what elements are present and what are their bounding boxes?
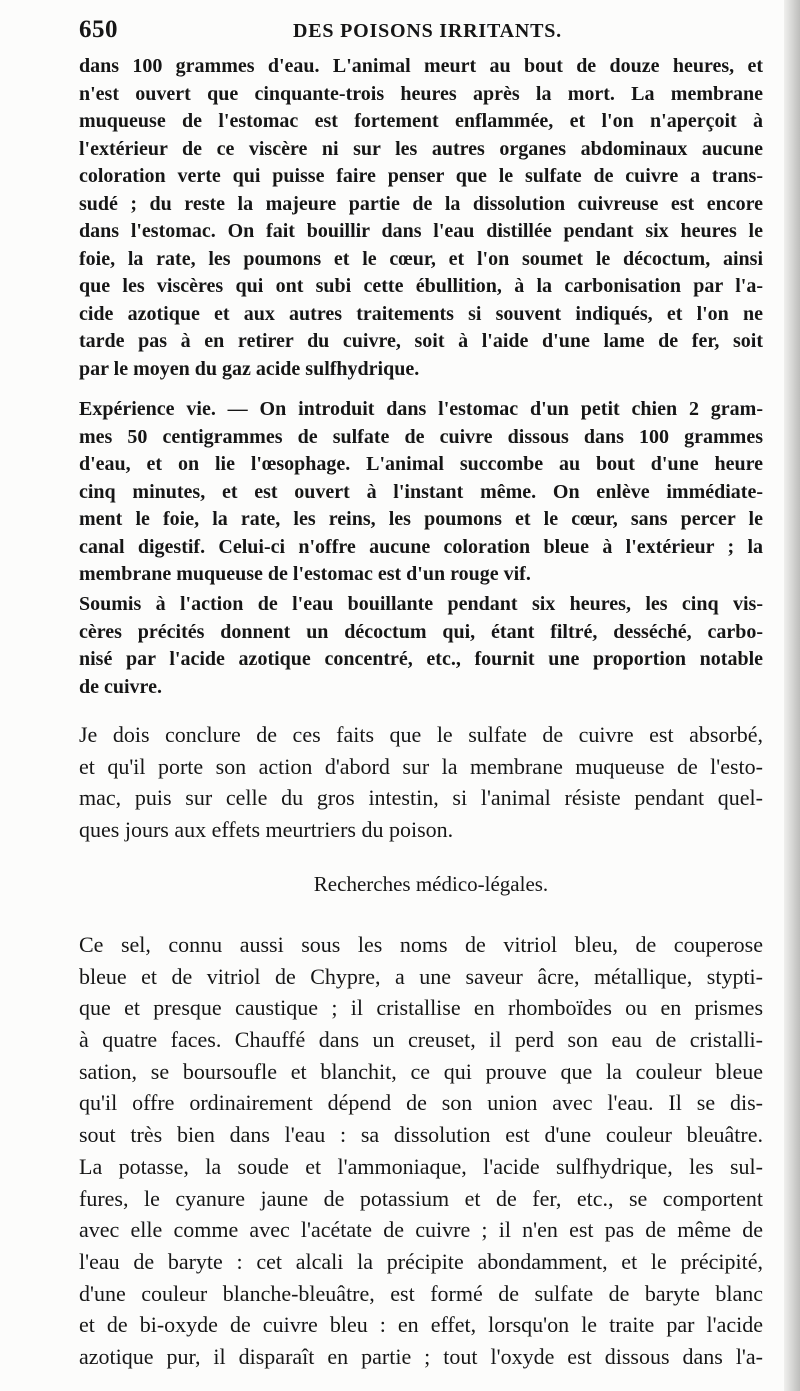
- text-line: n'est ouvert que cinquante-trois heures après la mort. La membrane: [79, 82, 763, 105]
- text-line: azotique pur, il disparaît en partie ; tout l'oxyde est dissous dans l'a-: [79, 1343, 763, 1369]
- text-line: l'eau de baryte : cet alcali la précipite abondamment, et le précipité,: [79, 1248, 763, 1274]
- text-line: l'extérieur de ce viscère ni sur les autres organes abdominaux aucune: [79, 137, 763, 160]
- text-line: membrane muqueuse de l'estomac est d'un rouge vif.: [79, 563, 531, 585]
- text-line: sout très bien dans l'eau : sa dissolution est d'une couleur bleuâtre.: [79, 1122, 763, 1148]
- text-line: ment le foie, la rate, les reins, les poumons et le cœur, sans percer le: [79, 508, 763, 530]
- page-header: [79, 14, 763, 48]
- text-line: Expérience vie. — On introduit dans l'estomac d'un petit chien 2 gram-: [79, 398, 763, 420]
- text-line: sation, se boursoufle et blanchit, ce qui prouve que la couleur bleue: [79, 1058, 763, 1084]
- text-line: foie, la rate, les poumons et le cœur, et l'on soumet le décoctum, ainsi: [79, 247, 763, 270]
- text-line: que et presque caustique ; il cristallise en rhomboïdes ou en prismes: [79, 995, 763, 1021]
- text-line: mac, puis sur celle du gros intestin, si l'animal résiste pendant quel-: [79, 785, 763, 810]
- text-line: et qu'il porte son action d'abord sur la membrane muqueuse de l'esto-: [79, 753, 763, 779]
- text-line: mes 50 centigrammes de sulfate de cuivre dissous dans 100 grammes: [79, 425, 763, 448]
- paragraph-5: [79, 929, 763, 1373]
- text-line: cide azotique et aux autres traitements si souvent indiqués, et l'on ne: [79, 302, 763, 325]
- paragraph-experience-6: [79, 396, 763, 589]
- text-line: d'une couleur blanche-bleuâtre, est formé de sulfate de baryte blanc: [79, 1280, 763, 1306]
- text-line: Soumis à l'action de l'eau bouillante pendant six heures, les cinq vis-: [79, 593, 763, 615]
- running-title: DES POISONS IRRITANTS.: [293, 20, 562, 42]
- text-line: sudé ; du reste la majeure partie de la dissolution cuivreuse est encore: [79, 192, 763, 215]
- text-line: bleue et de vitriol de Chypre, a une saveur âcre, métallique, stypti-: [79, 963, 763, 989]
- page-number: 650: [79, 16, 118, 43]
- text-line: muqueuse de l'estomac est fortement enflammée, et l'on n'aperçoit à: [79, 110, 763, 132]
- text-line: cères précités donnent un décoctum qui, étant filtré, desséché, carbo-: [79, 620, 763, 643]
- text-line: de cuivre.: [79, 675, 162, 698]
- text-line: nisé par l'acide azotique concentré, etc., fournit une proportion notable: [79, 648, 763, 670]
- text-line: coloration verte qui puisse faire penser que le sulfate de cuivre a trans-: [79, 165, 763, 187]
- section-heading: Recherches médico-légales.: [313, 872, 549, 896]
- text-line: avec elle comme avec l'acétate de cuivre ; il n'en est pas de même de: [79, 1217, 763, 1243]
- text-line: tarde pas à en retirer du cuivre, soit à l'aide d'une lame de fer, soit: [79, 330, 763, 352]
- text-line: à quatre faces. Chauffé dans un creuset, il perd son eau de cristalli-: [79, 1027, 763, 1053]
- text-line: cinq minutes, et est ouvert à l'instant même. On enlève immédiate-: [79, 480, 763, 503]
- text-line: par le moyen du gaz acide sulfhydrique.: [79, 357, 420, 380]
- text-line: dans l'estomac. On fait bouillir dans l'eau distillée pendant six heures le: [79, 220, 763, 242]
- text-line: La potasse, la soude et l'ammoniaque, l'acide sulfhydrique, les sul-: [79, 1153, 763, 1179]
- text-line: d'eau, et on lie l'œsophage. L'animal succombe au bout d'une heure: [79, 453, 763, 475]
- paragraph-conclusion: [79, 719, 763, 845]
- text-line: fures, le cyanure jaune de potassium et de fer, etc., se comportent: [79, 1185, 763, 1211]
- text-line: qu'il offre ordinairement dépend de son union avec l'eau. Il se dis-: [79, 1090, 763, 1116]
- paragraph-3: [79, 591, 763, 701]
- text-line: et de bi-oxyde de cuivre bleu : en effet, lorsqu'on le traite par l'acide: [79, 1312, 763, 1338]
- page-edge-shadow: [784, 0, 800, 1391]
- text-line: ques jours aux effets meurtriers du poison.: [79, 816, 454, 842]
- paragraph-1: [79, 53, 763, 383]
- text-line: canal digestif. Celui-ci n'offre aucune coloration bleue à l'extérieur ; la: [79, 535, 763, 558]
- text-line: Ce sel, connu aussi sous les noms de vitriol bleu, de couperose: [79, 932, 763, 957]
- text-line: Je dois conclure de ces faits que le sulfate de cuivre est absorbé,: [79, 722, 763, 747]
- text-line: dans 100 grammes d'eau. L'animal meurt au bout de douze heures, et: [79, 55, 763, 77]
- text-line: que les viscères qui ont subi cette ébullition, à la carbonisation par l'a-: [79, 275, 763, 297]
